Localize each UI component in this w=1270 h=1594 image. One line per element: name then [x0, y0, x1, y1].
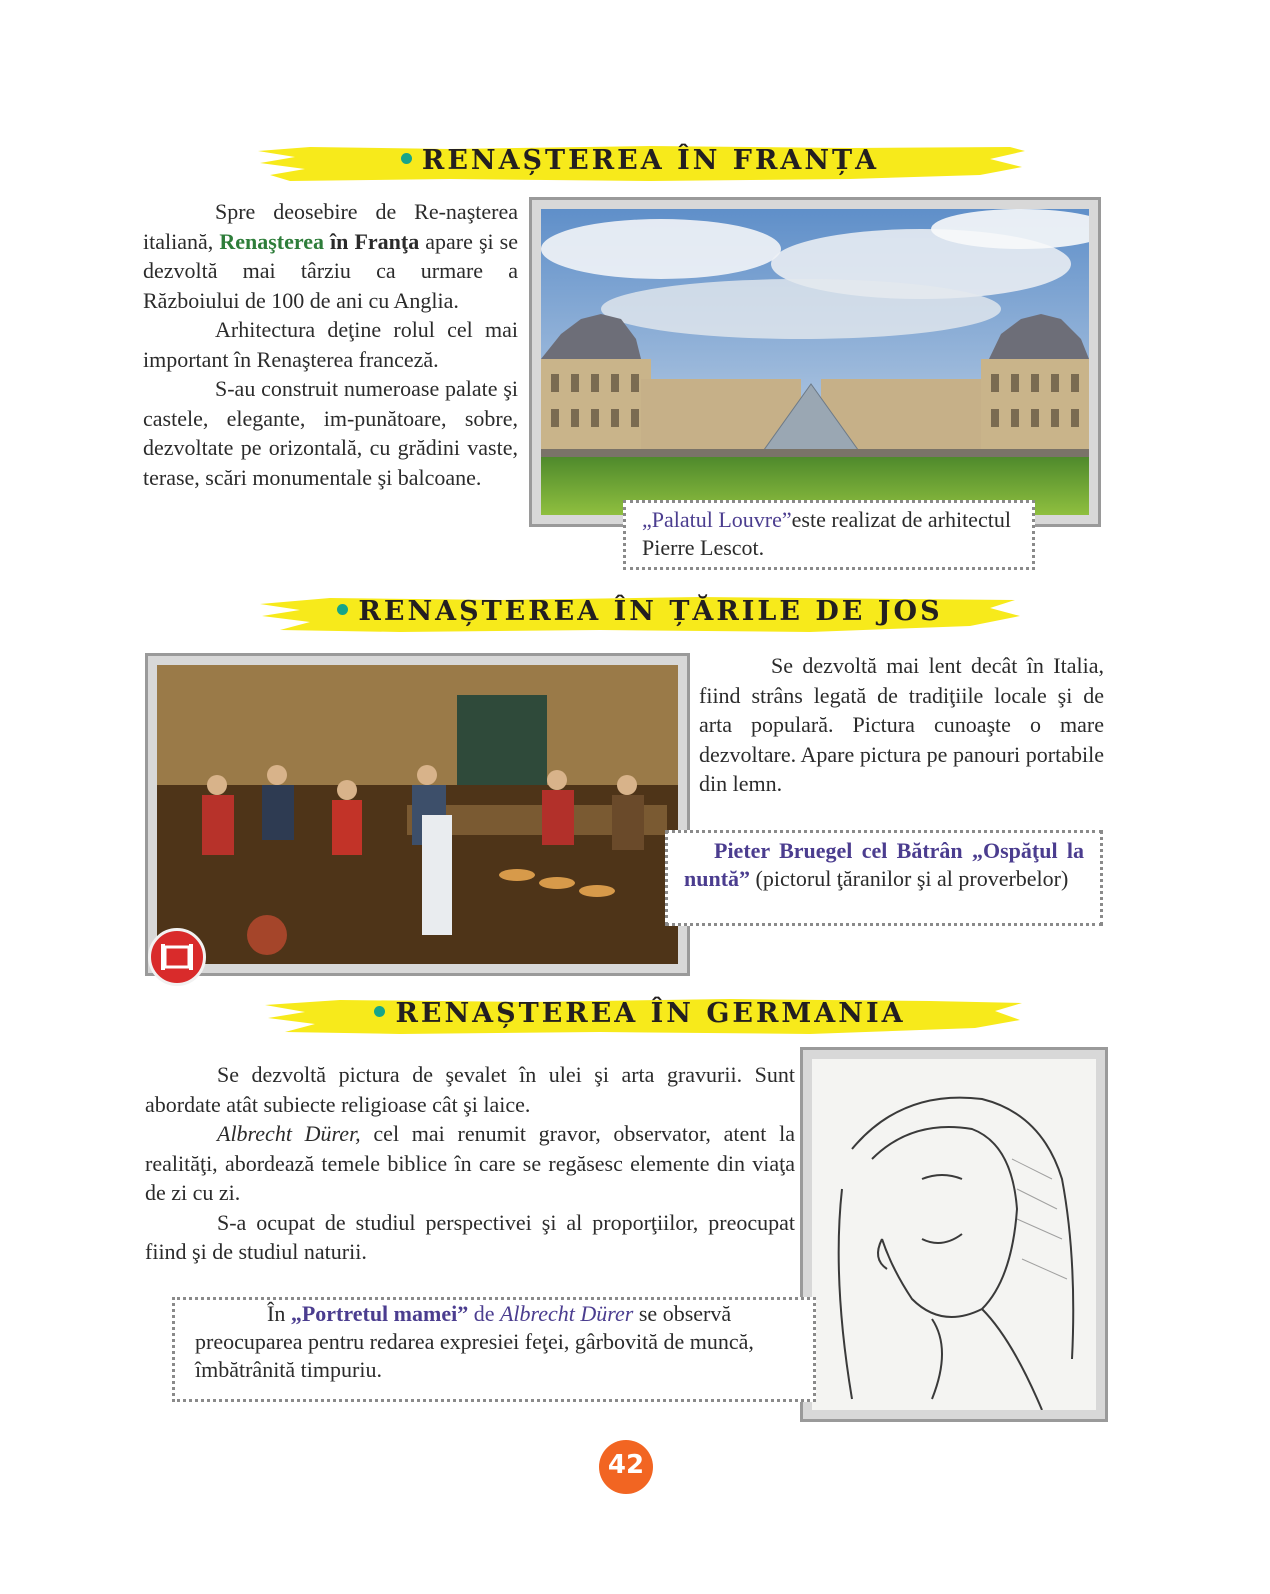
durer-caption — [172, 1297, 816, 1402]
bullet-dot-icon — [337, 604, 348, 615]
highlight-term-bold: în Franţa — [330, 228, 420, 254]
paragraph-text: cel mai renumit gravor, observator, atent la realităţi, abordează temele biblice în care se regăsesc elemente din viaţa de zi cu zi. — [145, 1121, 795, 1205]
caption-text: se observă preocuparea pentru redarea expresiei feţei, gârbovită de muncă, îmbătrânită timpuriu. — [195, 1301, 754, 1382]
section-banner-low-countries — [250, 588, 1030, 638]
section-title: RENAȘTEREA ÎN GERMANIA — [395, 998, 906, 1029]
section-banner-germany — [250, 990, 1030, 1040]
durer-drawing — [812, 1059, 1096, 1410]
paragraph: Se dezvoltă mai lent decât în Italia, fiind strâns legată de tradiţiile locale şi de arta populară. Pictura cunoaşte o mare dezvoltare. Apare pictura pe panouri portabile din lemn. — [699, 653, 1104, 796]
germany-text — [145, 1060, 795, 1267]
caption-text: de — [473, 1301, 495, 1326]
section-title: RENAȘTEREA ÎN FRANȚA — [421, 145, 880, 176]
highlight-term: Renaşterea — [219, 228, 324, 254]
caption-text: este realizat de arhitectul Pierre Lescot. — [642, 507, 1011, 560]
france-text — [143, 197, 518, 492]
bruegel-caption — [665, 830, 1103, 926]
paragraph: S-au construit numeroase palate şi castele, elegante, im-punătoare, sobre, dezvoltate pe orizontală, cu grădini vaste, terase, scări monumentale şi balcoane. — [143, 376, 518, 490]
page-number: 42 — [607, 1450, 645, 1480]
low-countries-text — [699, 651, 1104, 799]
paragraph-text: Spre deosebire de Re-naşterea italiană, — [143, 199, 518, 254]
caption-title: Pieter Bruegel cel Bătrân „Ospăţul la nuntă” — [684, 838, 1084, 891]
bruegel-painting-frame — [145, 653, 690, 976]
louvre-photo-frame — [529, 197, 1101, 527]
caption-text: În — [267, 1301, 286, 1326]
bullet-dot-icon — [374, 1006, 385, 1017]
paragraph: Se dezvoltă pictura de şevalet în ulei şi arta gravurii. Sunt abordate atât subiecte religioase cât şi laice. — [145, 1062, 795, 1117]
louvre-caption — [623, 500, 1035, 570]
louvre-photo — [541, 209, 1089, 515]
caption-title: „Palatul Louvre” — [642, 507, 792, 532]
bruegel-painting — [157, 665, 678, 964]
section-title: RENAȘTEREA ÎN ȚĂRILE DE JOS — [358, 596, 943, 627]
bullet-dot-icon — [401, 153, 412, 164]
section-banner-france — [250, 137, 1030, 187]
caption-title: „Portretul mamei” — [290, 1301, 469, 1326]
caption-author: Albrecht Dürer — [499, 1301, 634, 1326]
caption-text: (pictorul ţăranilor şi al proverbelor) — [755, 866, 1069, 891]
page-number-badge — [599, 1440, 653, 1494]
paragraph: S-a ocupat de studiul perspectivei şi al proporţiilor, preocupat fiind şi de studiul naturii. — [145, 1209, 795, 1264]
artist-name: Albrecht Dürer, — [217, 1121, 361, 1146]
durer-drawing-frame — [800, 1047, 1108, 1422]
paragraph: Arhitectura deţine rolul cel mai important în Renaşterea franceză. — [143, 317, 518, 372]
paragraph-text: apare şi se dezvoltă mai târziu ca urmare a Războiului de 100 de ani cu Anglia. — [143, 228, 519, 313]
video-film-icon[interactable] — [148, 928, 206, 986]
